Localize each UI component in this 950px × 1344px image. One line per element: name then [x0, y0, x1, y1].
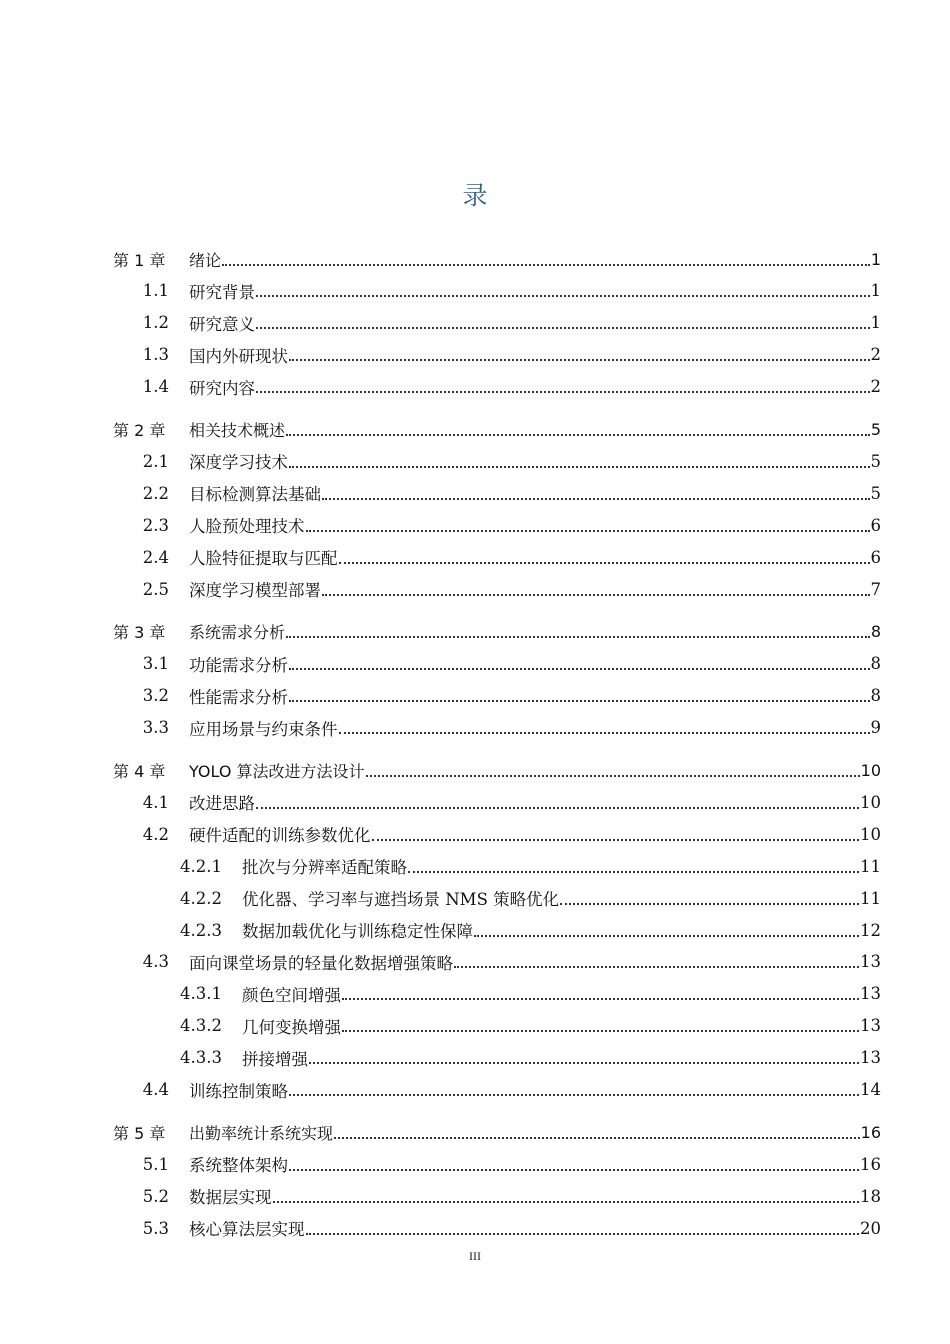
toc-entry-number: 1.1 [142, 281, 169, 301]
toc-entry-number: 1.2 [142, 313, 169, 333]
toc-entry-number: 4.3.3 [180, 1048, 222, 1068]
toc-entry-number: 4.3.2 [180, 1016, 222, 1036]
toc-entry[interactable] [113, 713, 881, 743]
toc-entry-page: 5 [870, 451, 881, 471]
toc-entry-title: 国内外研现状 [189, 346, 288, 366]
toc-entry[interactable] [113, 1213, 881, 1243]
toc-entry[interactable] [113, 1011, 881, 1041]
toc-entry[interactable] [113, 883, 881, 913]
toc-entry-page: 16 [860, 1154, 881, 1174]
dot-leader [309, 1061, 859, 1064]
dot-leader [474, 934, 859, 937]
toc-entry[interactable] [113, 617, 881, 647]
toc-entry-title: 改进思路 [189, 794, 255, 814]
dot-leader [289, 1093, 859, 1096]
toc-entry-number: 3.3 [142, 718, 169, 738]
toc-entry-page: 12 [860, 920, 881, 940]
toc-entry-number: 第 1 章 [113, 250, 166, 270]
toc-entry-page: 8 [870, 622, 881, 642]
toc-entry-page: 2 [870, 377, 881, 397]
toc-entry-page: 10 [860, 761, 881, 780]
toc-entry-number: 4.3 [142, 952, 169, 972]
toc-entry[interactable] [113, 276, 881, 306]
toc-entry-number: 4.2.3 [180, 920, 222, 940]
toc-entry-number: 2.1 [142, 451, 169, 471]
toc-entry-title: 几何变换增强 [242, 1017, 341, 1037]
page-title: 录 [462, 181, 488, 210]
toc-entry-title: 核心算法层实现 [189, 1220, 305, 1240]
toc-entry[interactable] [113, 787, 881, 817]
toc-entry[interactable] [113, 340, 881, 370]
dot-leader [289, 667, 870, 670]
toc-entry-page: 10 [860, 792, 881, 812]
dot-leader [289, 358, 870, 361]
toc-entry-number: 3.1 [142, 654, 169, 674]
toc-entry[interactable] [113, 446, 881, 476]
toc-entry[interactable] [113, 510, 881, 540]
toc-entry[interactable] [113, 1149, 881, 1179]
toc-entry[interactable] [113, 649, 881, 679]
toc-entry-title: 优化器、学习率与遮挡场景 NMS 策略优化 [242, 890, 560, 910]
toc-entry-page: 10 [860, 824, 881, 844]
dot-leader [334, 1136, 860, 1139]
toc-entry[interactable] [113, 915, 881, 945]
toc-entry-number: 第 5 章 [113, 1123, 166, 1143]
dot-leader [222, 263, 870, 266]
toc-entry-page: 11 [860, 888, 881, 908]
toc-entry[interactable] [113, 979, 881, 1009]
toc-entry-title: 训练控制策略 [189, 1081, 288, 1101]
dot-leader [366, 774, 860, 777]
toc-entry[interactable] [113, 542, 881, 572]
dot-leader [289, 465, 870, 468]
toc-entry-page: 13 [860, 1048, 881, 1068]
dot-leader [256, 390, 870, 393]
toc-entry-number: 4.2.2 [180, 888, 222, 908]
toc-entry-title: 相关技术概述 [189, 421, 286, 440]
toc-entry-number: 4.3.1 [180, 984, 222, 1004]
toc-entry-page: 20 [860, 1218, 881, 1238]
toc-entry-page: 1 [870, 281, 881, 301]
toc-entry[interactable] [113, 947, 881, 977]
toc-entry-page: 9 [870, 718, 881, 738]
toc-entry-number: 5.2 [142, 1186, 169, 1206]
toc-entry[interactable] [113, 244, 881, 274]
dot-leader [454, 965, 859, 968]
toc-entry-number: 2.4 [142, 547, 169, 567]
toc-entry-number: 1.4 [142, 377, 169, 397]
toc-entry-title: 批次与分辨率适配策略 [242, 858, 407, 878]
toc-entry-number: 4.2 [142, 824, 169, 844]
dot-leader [256, 326, 870, 329]
toc-entry-title: 硬件适配的训练参数优化 [189, 826, 371, 846]
toc-entry-title: 绪论 [189, 250, 222, 270]
dot-leader [339, 731, 870, 734]
toc-entry-number: 4.4 [142, 1080, 169, 1099]
toc-entry[interactable] [113, 308, 881, 338]
dot-leader [289, 699, 870, 702]
toc-entry[interactable] [113, 1181, 881, 1211]
toc-entry[interactable] [113, 1043, 881, 1073]
dot-leader [306, 1232, 860, 1235]
toc-entry-title: 应用场景与约束条件 [189, 719, 338, 739]
dot-leader [342, 997, 859, 1000]
dot-leader [560, 902, 859, 905]
toc-entry-number: 4.2.1 [180, 856, 222, 876]
toc-entry-title: 性能需求分析 [189, 687, 288, 707]
toc-entry-page: 5 [870, 420, 881, 439]
toc-entry-title: 人脸预处理技术 [189, 517, 305, 537]
toc-entry[interactable] [113, 574, 881, 604]
toc-entry-page: 16 [860, 1122, 881, 1142]
toc-entry-title: 研究意义 [189, 314, 255, 334]
toc-entry-page: 5 [870, 483, 881, 503]
toc-entry[interactable] [113, 756, 881, 786]
toc-entry-page: 14 [860, 1080, 881, 1099]
toc-entry-title: 深度学习技术 [189, 453, 288, 473]
toc-entry-number: 5.1 [142, 1154, 169, 1174]
toc-entry-title: 功能需求分析 [189, 655, 288, 675]
dot-leader [372, 838, 860, 841]
toc-entry-page: 8 [870, 686, 881, 706]
toc-entry-title: 面向课堂场景的轻量化数据增强策略 [189, 953, 453, 973]
dot-leader [286, 433, 870, 436]
toc-entry-page: 11 [860, 856, 881, 876]
dot-leader [256, 294, 870, 297]
dot-leader [289, 1168, 859, 1171]
toc-entry-title: 拼接增强 [242, 1049, 308, 1069]
toc-entry-number: 3.2 [142, 686, 169, 706]
toc-entry-page: 13 [860, 952, 881, 972]
toc-entry[interactable] [113, 415, 881, 445]
toc-entry[interactable] [113, 372, 881, 402]
page-number: III [469, 1249, 481, 1263]
toc-entry-page: 1 [870, 313, 881, 333]
dot-leader [322, 497, 870, 500]
toc-entry-number: 第 4 章 [113, 762, 166, 781]
toc-entry-title: 系统需求分析 [189, 623, 286, 643]
toc-entry-page: 6 [870, 547, 881, 567]
toc-entry-number: 4.1 [142, 792, 169, 812]
toc-entry[interactable] [113, 819, 881, 849]
dot-leader [273, 1200, 860, 1203]
toc-entry-title: 出勤率统计系统实现 [189, 1123, 334, 1143]
toc-entry-title: 数据加载优化与训练稳定性保障 [242, 922, 473, 941]
dot-leader [306, 529, 870, 532]
toc-entry-title: 目标检测算法基础 [189, 485, 321, 505]
dot-leader [408, 870, 859, 873]
toc-entry-page: 18 [860, 1186, 881, 1206]
toc-entry[interactable] [113, 478, 881, 508]
dot-leader [339, 561, 870, 564]
toc-entry-number: 1.3 [142, 345, 169, 365]
toc-entry-title: 颜色空间增强 [242, 985, 341, 1005]
toc-entry-number: 2.3 [142, 515, 169, 535]
toc-entry-number: 2.2 [142, 483, 169, 503]
toc-entry-page: 8 [870, 654, 881, 674]
toc-entry-page: 6 [870, 515, 881, 535]
toc-entry[interactable] [113, 1117, 881, 1147]
toc-entry-page: 13 [860, 1016, 881, 1036]
toc-entry-title: 深度学习模型部署 [189, 581, 321, 600]
toc-entry-page: 7 [870, 579, 881, 599]
dot-leader [322, 593, 870, 596]
toc-entry-number: 第 3 章 [113, 623, 166, 643]
dot-leader [286, 635, 870, 638]
toc-entry-title: 研究内容 [189, 378, 255, 398]
toc-entry-number: 5.3 [142, 1218, 169, 1238]
toc-entry-page: 1 [870, 249, 881, 269]
toc-entry-title: 系统整体架构 [189, 1156, 288, 1176]
toc-entry[interactable] [113, 851, 881, 881]
toc-entry-title: 人脸特征提取与匹配 [189, 549, 338, 569]
toc-entry-title: 数据层实现 [189, 1188, 272, 1208]
toc-entry[interactable] [113, 1075, 881, 1105]
dot-leader [256, 806, 859, 809]
toc-entry-title: YOLO 算法改进方法设计 [189, 762, 365, 781]
toc-entry-title: 研究背景 [189, 282, 255, 302]
toc-entry-page: 2 [870, 345, 881, 365]
dot-leader [342, 1029, 859, 1032]
toc-entry-number: 2.5 [142, 579, 169, 599]
toc-entry-number: 第 2 章 [113, 421, 166, 440]
toc-entry[interactable] [113, 681, 881, 711]
toc-entry-page: 13 [860, 984, 881, 1004]
